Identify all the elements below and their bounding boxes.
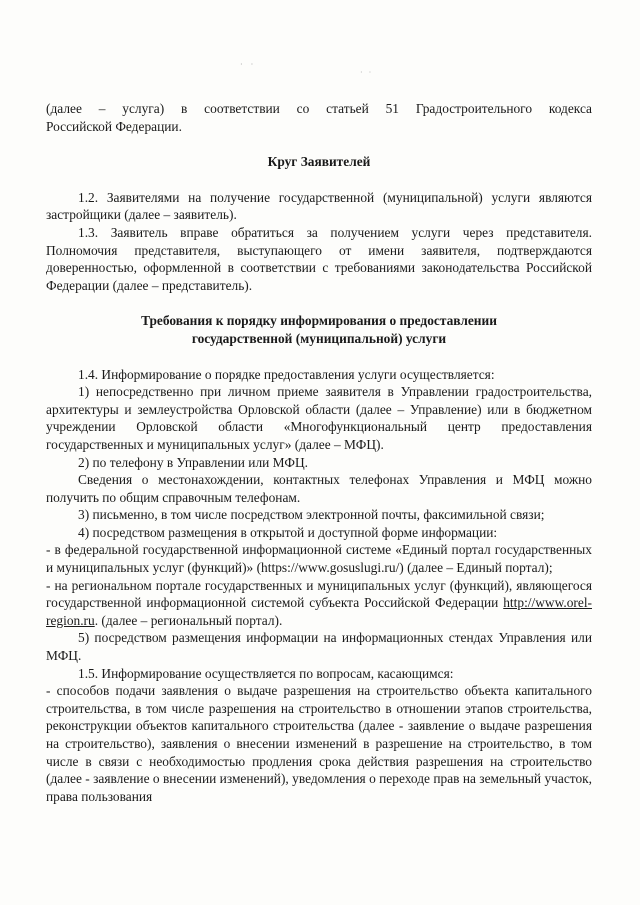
paragraph <box>46 577 592 630</box>
paragraph: 4) посредством размещения в открытой и доступной форме информации: <box>78 524 498 540</box>
paragraph: 1) непосредственно при личном приеме заявителя в Управлении градостроительства, архитектуры и землеустройства Орловской области (далее – Управление) или в бюджетном учреждении Орловской области «Многофункциональный центр предоставления государственных и муниципальных услуг» (далее – МФЦ). <box>46 384 592 452</box>
paragraph: 1.4. Информирование о порядке предоставления услуги осуществляется: <box>78 366 495 382</box>
intro-line: (далее – услуга) в соответствии со статьей 51 Градостроительного кодекса <box>46 101 592 116</box>
paragraph: Сведения о местонахождении, контактных телефонах Управления и МФЦ можно получить по общим справочным телефонам. <box>46 472 592 505</box>
paragraph: - в федеральной государственной информационной системе «Единый портал государственных и муниципальных услуг (функций)» (https://www.gosuslugi.ru/) (далее – Единый портал); <box>46 542 592 576</box>
regional-portal-link[interactable]: http://www.orel-region.ru <box>46 595 592 628</box>
paragraph: 1.5. Информирование осуществляется по вопросам, касающимся: <box>78 665 454 681</box>
paragraph: 1.3. Заявитель вправе обратиться за получением услуги через представителя. Полномочия представителя, выступающего от имени заявителя, подтверждаются доверенностью, оформленной в соответствии с требованиями законодательства Российской Федерации (далее – представитель). <box>46 224 592 293</box>
paragraph: 1.2. Заявителями на получение государственной (муниципальной) услуги являются застройщики (далее – заявитель). <box>46 189 592 223</box>
section-heading: государственной (муниципальной) услуги <box>191 330 447 346</box>
paragraph-text: . (далее – региональный портал). <box>94 612 283 628</box>
paragraph: 5) посредством размещения информации на информационных стендах Управления или МФЦ. <box>46 630 592 664</box>
paragraph: - способов подачи заявления о выдаче разрешения на строительство объекта капитального строительства, в том числе разрешения на строительство в отношении этапов строительства, реконструкции объектов капитального строительства (далее - заявление о выдаче разрешения на строительство), заявления о внесении изменений в разрешение на строительство, в том числе в связи с необходимостью продления срока действия разрешения на строительство (далее - заявление о внесении изменений), уведомления о переходе прав на земельный участок, права пользования <box>46 683 592 804</box>
section-heading: Круг Заявителей <box>267 154 371 170</box>
document-body <box>46 100 592 805</box>
section-heading: Требования к порядку информирования о предоставлении <box>141 313 497 329</box>
paragraph: 2) по телефону в Управлении или МФЦ. <box>78 454 308 470</box>
intro-line: Российской Федерации. <box>46 118 182 134</box>
paragraph-text: - на региональном портале государственных и муниципальных услуг (функций), являющегося государственной информационной системой субъекта Российской Федерации <box>46 577 592 611</box>
scan-artifact: · · <box>360 68 374 77</box>
paragraph: 3) письменно, в том числе посредством электронной почты, факсимильной связи; <box>78 507 545 523</box>
scan-artifact: · · <box>240 60 257 69</box>
